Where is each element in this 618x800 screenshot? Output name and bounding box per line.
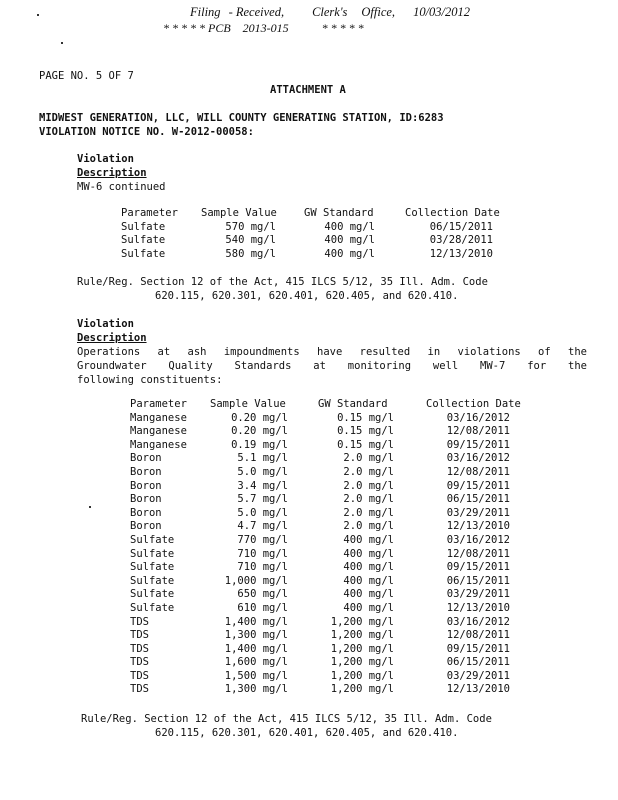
table-header-row <box>121 207 515 221</box>
collection-date-cell: 06/15/2011 <box>446 493 510 506</box>
gw-standard-cell: 400 mg/l <box>324 220 375 233</box>
parameter-cell: TDS <box>130 669 149 682</box>
description-line: Operations at ash impoundments have resulted in violations of the <box>77 346 587 358</box>
attachment-title: ATTACHMENT A <box>270 84 346 96</box>
sample-value-cell: 770 mg/l <box>237 533 288 546</box>
column-header: Collection Date <box>405 207 500 219</box>
rule-reg-line: Rule/Reg. Section 12 of the Act, 415 ILCS 5/12, 35 Ill. Adm. Code <box>81 713 492 725</box>
rule-reg-sections: 620.115, 620.301, 620.401, 620.405, and 620.410. <box>155 727 459 739</box>
column-header: Collection Date <box>426 398 521 410</box>
parameter-cell: TDS <box>130 615 149 628</box>
sample-value-cell: 5.0 mg/l <box>237 506 288 519</box>
collection-date-cell: 06/15/2011 <box>429 220 493 233</box>
page-number: PAGE NO. 5 OF 7 <box>39 70 134 82</box>
table-row <box>130 439 540 453</box>
table-row <box>130 670 540 684</box>
mw7-results-table <box>130 398 540 697</box>
column-header: GW Standard <box>304 207 374 219</box>
parameter-cell: Boron <box>130 479 162 492</box>
parameter-cell: Boron <box>130 493 162 506</box>
gw-standard-cell: 2.0 mg/l <box>343 506 394 519</box>
collection-date-cell: 03/16/2012 <box>446 615 510 628</box>
scan-speck <box>61 42 63 44</box>
table-row <box>130 643 540 657</box>
gw-standard-cell: 400 mg/l <box>324 247 375 260</box>
filing-stamp-line2: * * * * * PCB 2013-015 * * * * * <box>163 21 364 35</box>
parameter-cell: Manganese <box>130 425 187 438</box>
rule-reg-sections: 620.115, 620.301, 620.401, 620.405, and 620.410. <box>155 290 459 302</box>
violation-description <box>77 345 587 387</box>
sample-value-cell: 1,000 mg/l <box>224 574 288 587</box>
stamp-received: - Received, <box>228 5 285 19</box>
stamp-office: Office, <box>361 5 396 19</box>
stamp-filing: Filing <box>190 5 221 19</box>
mw6-results-table <box>121 207 515 261</box>
scan-speck <box>37 14 39 16</box>
collection-date-cell: 09/15/2011 <box>446 438 510 451</box>
table-row <box>121 234 515 248</box>
rule-reg-line: Rule/Reg. Section 12 of the Act, 415 ILCS 5/12, 35 Ill. Adm. Code <box>77 276 488 288</box>
gw-standard-cell: 400 mg/l <box>343 574 394 587</box>
gw-standard-cell: 1,200 mg/l <box>330 642 394 655</box>
parameter-cell: Boron <box>130 520 162 533</box>
collection-date-cell: 03/16/2012 <box>446 452 510 465</box>
sample-value-cell: 0.19 mg/l <box>231 438 288 451</box>
violation-notice-number: VIOLATION NOTICE NO. W-2012-00058: <box>39 126 254 138</box>
collection-date-cell: 03/29/2011 <box>446 588 510 601</box>
sample-value-cell: 5.7 mg/l <box>237 493 288 506</box>
collection-date-cell: 06/15/2011 <box>446 656 510 669</box>
continued-label: MW-6 continued <box>77 181 166 193</box>
table-row <box>130 520 540 534</box>
table-row <box>130 507 540 521</box>
description-line: Groundwater Quality Standards at monitoring well MW-7 for the <box>77 360 587 372</box>
sample-value-cell: 1,300 mg/l <box>224 683 288 696</box>
parameter-cell: Manganese <box>130 411 187 424</box>
collection-date-cell: 12/13/2010 <box>446 520 510 533</box>
sample-value-cell: 610 mg/l <box>237 601 288 614</box>
stamp-date: 10/03/2012 <box>413 5 471 19</box>
table-row <box>130 602 540 616</box>
collection-date-cell: 03/16/2012 <box>446 411 510 424</box>
parameter-cell: Manganese <box>130 438 187 451</box>
sample-value-cell: 1,400 mg/l <box>224 642 288 655</box>
column-header: GW Standard <box>318 398 388 410</box>
parameter-cell: Boron <box>130 452 162 465</box>
parameter-cell: Boron <box>130 465 162 478</box>
collection-date-cell: 12/13/2010 <box>446 601 510 614</box>
sample-value-cell: 0.20 mg/l <box>231 425 288 438</box>
description-label: Description <box>77 167 147 179</box>
gw-standard-cell: 0.15 mg/l <box>337 411 394 424</box>
table-row <box>130 548 540 562</box>
gw-standard-cell: 400 mg/l <box>343 601 394 614</box>
parameter-cell: TDS <box>130 683 149 696</box>
collection-date-cell: 12/08/2011 <box>446 425 510 438</box>
stamp-clerks: Clerk's <box>312 5 348 19</box>
parameter-cell: Sulfate <box>130 574 175 587</box>
collection-date-cell: 03/28/2011 <box>429 234 493 247</box>
table-row <box>130 534 540 548</box>
scan-speck <box>89 506 91 508</box>
facility-header: MIDWEST GENERATION, LLC, WILL COUNTY GENERATING STATION, ID:6283 <box>39 112 444 124</box>
description-label: Description <box>77 332 147 344</box>
column-header: Parameter <box>121 207 178 219</box>
filing-stamp <box>190 5 490 20</box>
table-row <box>130 656 540 670</box>
parameter-cell: TDS <box>130 656 149 669</box>
parameter-cell: TDS <box>130 642 149 655</box>
table-row <box>130 493 540 507</box>
parameter-cell: Sulfate <box>130 601 175 614</box>
gw-standard-cell: 400 mg/l <box>343 547 394 560</box>
collection-date-cell: 09/15/2011 <box>446 642 510 655</box>
gw-standard-cell: 2.0 mg/l <box>343 452 394 465</box>
gw-standard-cell: 1,200 mg/l <box>330 669 394 682</box>
collection-date-cell: 12/13/2010 <box>429 247 493 260</box>
sample-value-cell: 4.7 mg/l <box>237 520 288 533</box>
table-row <box>130 480 540 494</box>
collection-date-cell: 12/08/2011 <box>446 547 510 560</box>
sample-value-cell: 1,400 mg/l <box>224 615 288 628</box>
collection-date-cell: 12/08/2011 <box>446 629 510 642</box>
gw-standard-cell: 1,200 mg/l <box>330 629 394 642</box>
column-header: Sample Value <box>210 398 286 410</box>
table-row <box>130 629 540 643</box>
collection-date-cell: 03/29/2011 <box>446 506 510 519</box>
sample-value-cell: 580 mg/l <box>225 247 276 260</box>
table-row <box>130 588 540 602</box>
violation-heading: Violation <box>77 318 134 330</box>
parameter-cell: Sulfate <box>130 561 175 574</box>
sample-value-cell: 570 mg/l <box>225 220 276 233</box>
gw-standard-cell: 400 mg/l <box>324 234 375 247</box>
table-row <box>130 425 540 439</box>
parameter-cell: Sulfate <box>130 533 175 546</box>
collection-date-cell: 09/15/2011 <box>446 479 510 492</box>
sample-value-cell: 1,500 mg/l <box>224 669 288 682</box>
gw-standard-cell: 0.15 mg/l <box>337 425 394 438</box>
gw-standard-cell: 400 mg/l <box>343 533 394 546</box>
sample-value-cell: 540 mg/l <box>225 234 276 247</box>
parameter-cell: Sulfate <box>121 234 166 247</box>
sample-value-cell: 5.0 mg/l <box>237 465 288 478</box>
gw-standard-cell: 1,200 mg/l <box>330 683 394 696</box>
parameter-cell: Sulfate <box>121 247 166 260</box>
parameter-cell: Sulfate <box>130 547 175 560</box>
column-header: Parameter <box>130 398 187 410</box>
collection-date-cell: 12/08/2011 <box>446 465 510 478</box>
collection-date-cell: 03/29/2011 <box>446 669 510 682</box>
table-row <box>130 575 540 589</box>
gw-standard-cell: 2.0 mg/l <box>343 520 394 533</box>
parameter-cell: TDS <box>130 629 149 642</box>
gw-standard-cell: 0.15 mg/l <box>337 438 394 451</box>
gw-standard-cell: 400 mg/l <box>343 561 394 574</box>
sample-value-cell: 0.20 mg/l <box>231 411 288 424</box>
parameter-cell: Boron <box>130 506 162 519</box>
sample-value-cell: 710 mg/l <box>237 547 288 560</box>
table-row <box>130 616 540 630</box>
gw-standard-cell: 1,200 mg/l <box>330 656 394 669</box>
table-row <box>121 221 515 235</box>
sample-value-cell: 1,300 mg/l <box>224 629 288 642</box>
sample-value-cell: 1,600 mg/l <box>224 656 288 669</box>
description-line: following constituents: <box>77 374 223 386</box>
collection-date-cell: 09/15/2011 <box>446 561 510 574</box>
collection-date-cell: 03/16/2012 <box>446 533 510 546</box>
table-row <box>121 248 515 262</box>
gw-standard-cell: 1,200 mg/l <box>330 615 394 628</box>
collection-date-cell: 12/13/2010 <box>446 683 510 696</box>
column-header: Sample Value <box>201 207 277 219</box>
sample-value-cell: 3.4 mg/l <box>237 479 288 492</box>
sample-value-cell: 710 mg/l <box>237 561 288 574</box>
table-row <box>130 561 540 575</box>
gw-standard-cell: 400 mg/l <box>343 588 394 601</box>
parameter-cell: Sulfate <box>121 220 166 233</box>
table-row <box>130 412 540 426</box>
table-header-row <box>130 398 540 412</box>
violation-heading: Violation <box>77 153 134 165</box>
sample-value-cell: 5.1 mg/l <box>237 452 288 465</box>
gw-standard-cell: 2.0 mg/l <box>343 465 394 478</box>
gw-standard-cell: 2.0 mg/l <box>343 479 394 492</box>
collection-date-cell: 06/15/2011 <box>446 574 510 587</box>
parameter-cell: Sulfate <box>130 588 175 601</box>
table-row <box>130 683 540 697</box>
gw-standard-cell: 2.0 mg/l <box>343 493 394 506</box>
table-row <box>130 466 540 480</box>
table-row <box>130 452 540 466</box>
sample-value-cell: 650 mg/l <box>237 588 288 601</box>
